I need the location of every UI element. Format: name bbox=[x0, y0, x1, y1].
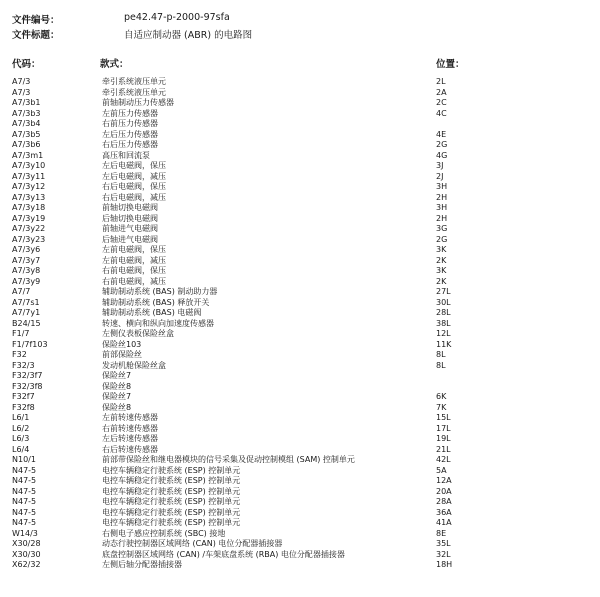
table-row bbox=[0, 371, 600, 382]
row-position: 12A bbox=[436, 476, 452, 485]
table-row bbox=[0, 193, 600, 204]
row-description: 辅助制动系统 (BAS) 释放开关 bbox=[102, 297, 210, 307]
table-row bbox=[0, 245, 600, 256]
row-position: 32L bbox=[436, 549, 451, 559]
row-position: 35L bbox=[436, 539, 451, 548]
row-position: 4E bbox=[436, 129, 447, 139]
row-description: 辅助制动系统 (BAS) 电磁阀 bbox=[102, 308, 202, 317]
row-code: A7/3b1 bbox=[12, 98, 41, 107]
table-row bbox=[0, 287, 600, 298]
row-description: 前轴进气电磁阀 bbox=[102, 224, 158, 233]
row-position: 3K bbox=[436, 245, 447, 254]
row-description: 转速、横向和纵向加速度传感器 bbox=[102, 318, 214, 328]
row-description: 电控车辆稳定行驶系统 (ESP) 控制单元 bbox=[102, 476, 241, 485]
table-row bbox=[0, 130, 600, 141]
row-code: A7/7s1 bbox=[12, 297, 40, 307]
table-row bbox=[0, 214, 600, 225]
table-row bbox=[0, 455, 600, 466]
row-code: W14/3 bbox=[12, 528, 38, 538]
row-description: 辅助制动系统 (BAS) 制动助力器 bbox=[102, 287, 218, 296]
row-description: 发动机舱保险丝盒 bbox=[102, 360, 166, 370]
row-description: 牵引系统液压单元 bbox=[102, 77, 166, 86]
row-description: 左后转速传感器 bbox=[102, 434, 158, 443]
row-description: 前部保险丝 bbox=[102, 350, 142, 359]
row-position: 4C bbox=[436, 108, 447, 118]
row-code: A7/7 bbox=[12, 287, 31, 296]
row-code: F32/3f7 bbox=[12, 371, 43, 380]
row-code: N10/1 bbox=[12, 455, 36, 464]
row-position: 20A bbox=[436, 486, 452, 496]
row-position: 3J bbox=[436, 161, 444, 170]
row-description: 后轴进气电磁阀 bbox=[102, 234, 158, 244]
row-position: 19L bbox=[436, 434, 451, 443]
row-code: A7/7y1 bbox=[12, 308, 41, 317]
row-code: F32/3f8 bbox=[12, 381, 43, 391]
table-row bbox=[0, 508, 600, 519]
row-position: 28L bbox=[436, 308, 451, 317]
row-code: L6/2 bbox=[12, 423, 30, 433]
row-code: A7/3y9 bbox=[12, 276, 41, 286]
table-row bbox=[0, 445, 600, 456]
row-code: A7/3y7 bbox=[12, 255, 41, 265]
row-position: 41A bbox=[436, 518, 452, 527]
row-code: N47-5 bbox=[12, 465, 37, 475]
row-code: A7/3y23 bbox=[12, 234, 46, 244]
row-position: 2G bbox=[436, 234, 448, 244]
row-description: 左后压力传感器 bbox=[102, 129, 158, 139]
row-description: 右后转速传感器 bbox=[102, 444, 158, 454]
row-position: 21L bbox=[436, 444, 451, 454]
row-position: 2H bbox=[436, 213, 448, 223]
table-row bbox=[0, 140, 600, 151]
row-code: N47-5 bbox=[12, 476, 37, 485]
row-position: 2H bbox=[436, 192, 448, 202]
row-position: 7K bbox=[436, 402, 447, 412]
column-header-position: 位置： bbox=[436, 59, 465, 70]
row-code: F32 bbox=[12, 350, 27, 359]
row-position: 8L bbox=[436, 360, 446, 370]
table-row bbox=[0, 539, 600, 550]
row-code: F32f8 bbox=[12, 402, 35, 412]
row-description: 右后压力传感器 bbox=[102, 140, 158, 149]
row-code: A7/3y6 bbox=[12, 245, 41, 254]
row-description: 电控车辆稳定行驶系统 (ESP) 控制单元 bbox=[102, 465, 241, 475]
row-code: F32f7 bbox=[12, 392, 35, 401]
table-row bbox=[0, 182, 600, 193]
file-number-label: 文件编号： bbox=[12, 15, 60, 26]
row-position: 36A bbox=[436, 507, 452, 517]
file-title-value: 自适应制动器 (ABR) 的电路图 bbox=[124, 30, 253, 41]
row-code: A7/3y10 bbox=[12, 161, 46, 170]
row-position: 17L bbox=[436, 423, 451, 433]
table-row bbox=[0, 434, 600, 445]
row-description: 右后电磁阀，减压 bbox=[102, 192, 166, 202]
row-description: 前轴制动压力传感器 bbox=[102, 98, 174, 107]
row-code: X30/28 bbox=[12, 539, 41, 548]
row-description: 保险丝8 bbox=[102, 402, 132, 412]
row-code: A7/3y11 bbox=[12, 171, 46, 181]
table-row bbox=[0, 424, 600, 435]
table-row bbox=[0, 308, 600, 319]
row-description: 右侧电子感应控制系统 (SBC) 接地 bbox=[102, 528, 226, 538]
table-row bbox=[0, 560, 600, 571]
table-row bbox=[0, 329, 600, 340]
row-description: 左前电磁阀，减压 bbox=[102, 255, 166, 265]
row-code: L6/4 bbox=[12, 444, 30, 454]
row-code: F1/7 bbox=[12, 329, 30, 338]
row-position: 42L bbox=[436, 455, 451, 464]
row-description: 左后电磁阀，保压 bbox=[102, 161, 166, 170]
table-row bbox=[0, 518, 600, 529]
row-position: 6K bbox=[436, 392, 447, 401]
row-code: A7/3b6 bbox=[12, 140, 41, 149]
table-row bbox=[0, 382, 600, 393]
row-description: 左前电磁阀，保压 bbox=[102, 245, 166, 254]
row-description: 右前压力传感器 bbox=[102, 119, 158, 128]
row-code: X62/32 bbox=[12, 560, 41, 569]
row-position: 2K bbox=[436, 255, 447, 265]
table-row bbox=[0, 298, 600, 309]
row-description: 后轴切换电磁阀 bbox=[102, 213, 158, 223]
row-code: A7/3b3 bbox=[12, 108, 41, 118]
table-row bbox=[0, 161, 600, 172]
row-description: 右前电磁阀，保压 bbox=[102, 266, 166, 275]
row-code: N47-5 bbox=[12, 486, 37, 496]
row-position: 15L bbox=[436, 413, 451, 422]
table-row bbox=[0, 119, 600, 130]
row-code: A7/3y8 bbox=[12, 266, 41, 275]
row-code: A7/3 bbox=[12, 77, 31, 86]
row-position: 4G bbox=[436, 150, 448, 160]
row-description: 左侧后轴分配器插接器 bbox=[102, 560, 182, 569]
row-code: N47-5 bbox=[12, 507, 37, 517]
row-position: 2C bbox=[436, 98, 447, 107]
table-row bbox=[0, 340, 600, 351]
row-description: 前部带保险丝和继电器模块的信号采集及促动控制模组 (SAM) 控制单元 bbox=[102, 455, 355, 464]
row-description: 右前电磁阀，减压 bbox=[102, 276, 166, 286]
table-row bbox=[0, 203, 600, 214]
row-code: X30/30 bbox=[12, 549, 41, 559]
table-row bbox=[0, 497, 600, 508]
row-position: 2G bbox=[436, 140, 448, 149]
row-description: 牵引系统液压单元 bbox=[102, 87, 166, 97]
table-row bbox=[0, 77, 600, 88]
table-row bbox=[0, 235, 600, 246]
table-row bbox=[0, 466, 600, 477]
row-code: L6/1 bbox=[12, 413, 30, 422]
table-row bbox=[0, 256, 600, 267]
row-code: A7/3b4 bbox=[12, 119, 41, 128]
table-row bbox=[0, 529, 600, 540]
column-header-model: 款式： bbox=[100, 59, 129, 70]
row-code: A7/3m1 bbox=[12, 150, 44, 160]
row-description: 右后电磁阀，保压 bbox=[102, 182, 166, 191]
row-position: 3K bbox=[436, 266, 447, 275]
table-row bbox=[0, 350, 600, 361]
row-code: A7/3y12 bbox=[12, 182, 46, 191]
row-code: A7/3y19 bbox=[12, 213, 46, 223]
row-description: 左前压力传感器 bbox=[102, 108, 158, 118]
row-position: 11K bbox=[436, 339, 452, 349]
row-position: 30L bbox=[436, 297, 451, 307]
row-description: 电控车辆稳定行驶系统 (ESP) 控制单元 bbox=[102, 497, 241, 506]
table-row bbox=[0, 151, 600, 162]
row-code: A7/3y18 bbox=[12, 203, 46, 212]
row-code: B24/15 bbox=[12, 318, 41, 328]
row-description: 电控车辆稳定行驶系统 (ESP) 控制单元 bbox=[102, 507, 241, 517]
row-code: F1/7f103 bbox=[12, 339, 48, 349]
row-code: F32/3 bbox=[12, 360, 35, 370]
row-description: 左前转速传感器 bbox=[102, 413, 158, 422]
row-position: 8E bbox=[436, 528, 447, 538]
table-row bbox=[0, 172, 600, 183]
row-description: 右前转速传感器 bbox=[102, 423, 158, 433]
column-header-code: 代码： bbox=[12, 59, 41, 70]
row-position: 27L bbox=[436, 287, 451, 296]
table-row bbox=[0, 277, 600, 288]
row-description: 保险丝103 bbox=[102, 339, 142, 349]
row-description: 左侧仪表板保险丝盒 bbox=[102, 329, 174, 338]
row-position: 2J bbox=[436, 171, 444, 181]
table-row bbox=[0, 413, 600, 424]
row-code: N47-5 bbox=[12, 518, 37, 527]
table-row bbox=[0, 88, 600, 99]
row-description: 保险丝7 bbox=[102, 392, 132, 401]
component-table bbox=[0, 77, 600, 571]
table-row bbox=[0, 109, 600, 120]
table-row bbox=[0, 392, 600, 403]
table-row bbox=[0, 550, 600, 561]
row-code: A7/3 bbox=[12, 87, 31, 97]
row-description: 保险丝7 bbox=[102, 371, 132, 380]
row-code: N47-5 bbox=[12, 497, 37, 506]
row-code: A7/3y13 bbox=[12, 192, 46, 202]
row-position: 2K bbox=[436, 276, 447, 286]
table-row bbox=[0, 361, 600, 372]
table-row bbox=[0, 476, 600, 487]
table-row bbox=[0, 98, 600, 109]
row-position: 2L bbox=[436, 77, 446, 86]
table-row bbox=[0, 266, 600, 277]
row-code: A7/3b5 bbox=[12, 129, 41, 139]
row-description: 底盘控制器区域网络 (CAN) /车架底盘系统 (RBA) 电位分配器插接器 bbox=[102, 549, 345, 559]
row-position: 3G bbox=[436, 224, 448, 233]
table-row bbox=[0, 319, 600, 330]
row-description: 动态行驶控制器区域网络 (CAN) 电位分配器插接器 bbox=[102, 539, 283, 548]
row-position: 3H bbox=[436, 203, 448, 212]
row-position: 5A bbox=[436, 465, 447, 475]
row-position: 28A bbox=[436, 497, 452, 506]
file-title-label: 文件标题： bbox=[12, 30, 60, 41]
table-row bbox=[0, 403, 600, 414]
row-position: 8L bbox=[436, 350, 446, 359]
row-code: A7/3y22 bbox=[12, 224, 46, 233]
row-position: 2A bbox=[436, 87, 447, 97]
row-description: 左后电磁阀，减压 bbox=[102, 171, 166, 181]
row-description: 电控车辆稳定行驶系统 (ESP) 控制单元 bbox=[102, 518, 241, 527]
table-row bbox=[0, 487, 600, 498]
row-description: 电控车辆稳定行驶系统 (ESP) 控制单元 bbox=[102, 486, 241, 496]
row-position: 38L bbox=[436, 318, 451, 328]
table-row bbox=[0, 224, 600, 235]
row-code: L6/3 bbox=[12, 434, 30, 443]
row-description: 保险丝8 bbox=[102, 381, 132, 391]
file-number-value: pe42.47-p-2000-97sfa bbox=[124, 12, 230, 23]
row-description: 前轴切换电磁阀 bbox=[102, 203, 158, 212]
row-description: 高压和回流泵 bbox=[102, 150, 150, 160]
row-position: 12L bbox=[436, 329, 451, 338]
row-position: 18H bbox=[436, 560, 453, 569]
row-position: 3H bbox=[436, 182, 448, 191]
